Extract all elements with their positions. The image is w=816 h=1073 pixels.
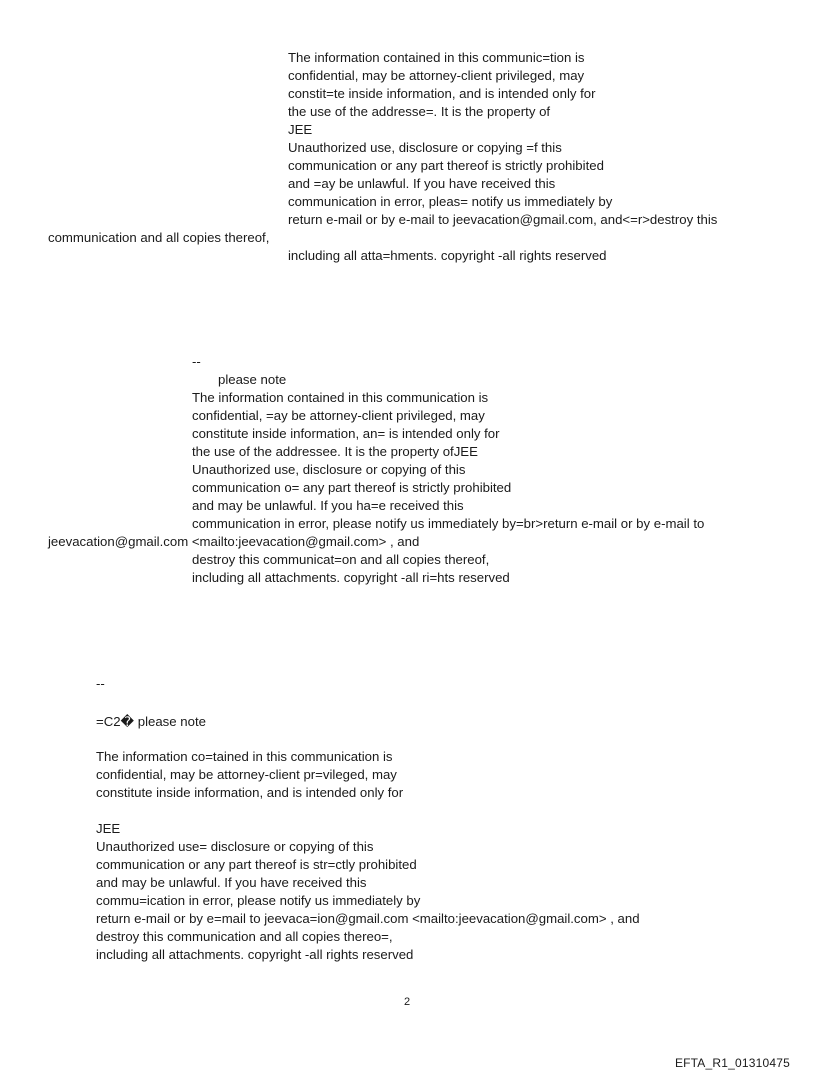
block3-line-9: and may be unlawful. If you have received this [96, 875, 367, 890]
block3-line-13: including all attachments. copyright -all rights reserved [96, 947, 414, 962]
block1-line-8: and =ay be unlawful. If you have received this [288, 176, 556, 191]
block3-line-6: JEE [96, 821, 121, 836]
block3-line-7: Unauthorized use= disclosure or copying of this [96, 839, 374, 854]
block1-line-7: communication or any part thereof is strictly prohibited [288, 158, 604, 173]
block2-separator: -- [192, 354, 201, 369]
block3-line-10: commu=ication in error, please notify us immediately by [96, 893, 421, 908]
block3-separator: -- [96, 676, 105, 691]
document-id-footer: EFTA_R1_01310475 [674, 1056, 790, 1070]
page-number: 2 [404, 996, 411, 1008]
block1-line-12: including all atta=hments. copyright -all rights reserved [288, 248, 607, 263]
block1-line-11: communication and all copies thereof, [48, 230, 270, 245]
block1-line-4: the use of the addresse=. It is the property of [288, 104, 551, 119]
block1-line-5: JEE [288, 122, 313, 137]
block3-line-12: destroy this communication and all copies thereo=, [96, 929, 393, 944]
block3-line-please-note: =C2� please note [96, 714, 206, 729]
block1-line-6: Unauthorized use, disclosure or copying =f this [288, 140, 562, 155]
block2-line-please-note: please note [218, 372, 287, 387]
block3-line-8: communication or any part thereof is str=ctly prohibited [96, 857, 417, 872]
block2-line-12: destroy this communicat=on and all copies thereof, [192, 552, 490, 567]
block2-line-13: including all attachments. copyright -all ri=hts reserved [192, 570, 510, 585]
block2-line-7: Unauthorized use, disclosure or copying of this [192, 462, 466, 477]
block3-line-4: confidential, may be attorney-client pr=vileged, may [96, 767, 397, 782]
block2-line-11: jeevacation@gmail.com <mailto:jeevacation@gmail.com> , and [48, 534, 420, 549]
block2-line-9: and may be unlawful. If you ha=e received this [192, 498, 464, 513]
block1-line-1: The information contained in this communic=tion is [288, 50, 585, 65]
block3-line-11: return e-mail or by e=mail to jeevaca=ion@gmail.com <mailto:jeevacation@gmail.com> , and [96, 911, 640, 926]
block2-line-6: the use of the addressee. It is the property ofJEE [192, 444, 478, 459]
block1-line-9: communication in error, pleas= notify us immediately by [288, 194, 613, 209]
block2-line-8: communication o= any part thereof is strictly prohibited [192, 480, 512, 495]
block2-line-4: confidential, =ay be attorney-client privileged, may [192, 408, 485, 423]
block2-line-3: The information contained in this communication is [192, 390, 489, 405]
block1-line-10: return e-mail or by e-mail to jeevacation@gmail.com, and<=r>destroy this [288, 212, 718, 227]
block1-line-2: confidential, may be attorney-client privileged, may [288, 68, 585, 83]
block3-line-5: constitute inside information, and is intended only for [96, 785, 404, 800]
block3-line-3: The information co=tained in this communication is [96, 749, 393, 764]
block2-line-10: communication in error, please notify us immediately by=br>return e-mail or by e-mail to [192, 516, 705, 531]
block2-line-5: constitute inside information, an= is intended only for [192, 426, 500, 441]
block1-line-3: constit=te inside information, and is intended only for [288, 86, 596, 101]
